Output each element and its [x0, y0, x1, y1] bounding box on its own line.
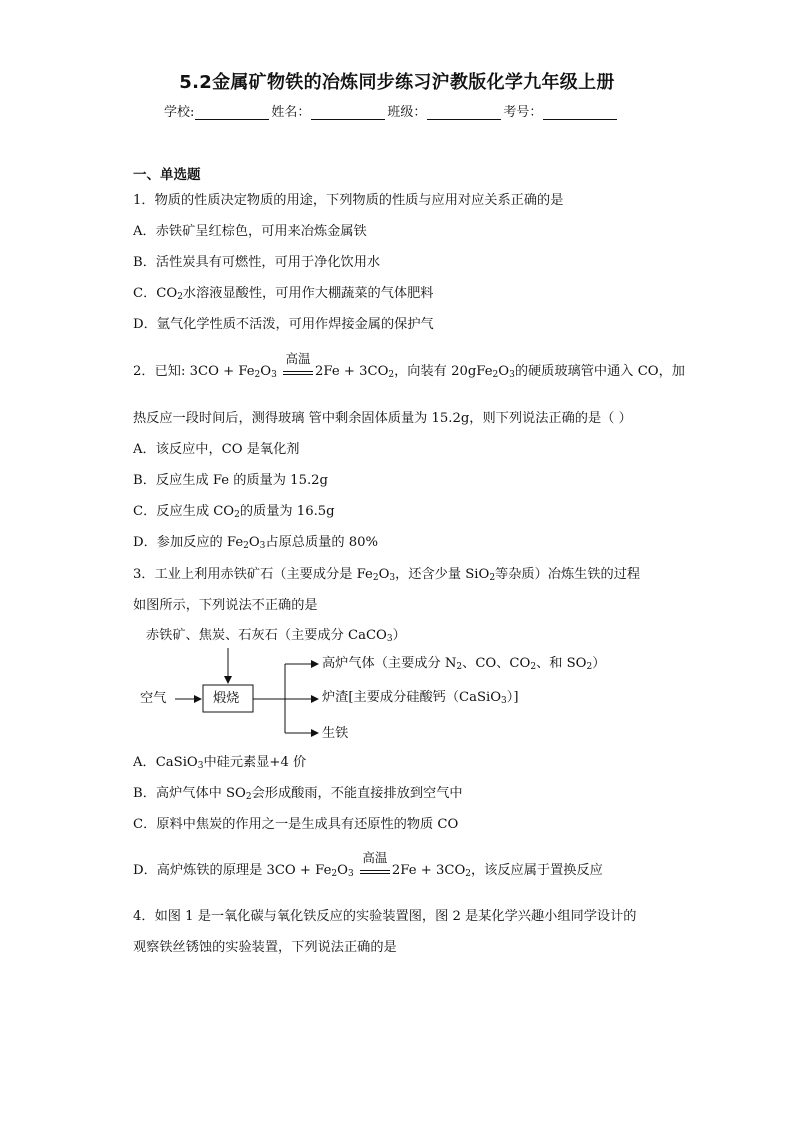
- page-title: 5.2金属矿物铁的冶炼同步练习沪教版化学九年级上册: [179, 72, 615, 93]
- class-label: 班级：: [387, 105, 427, 120]
- q1-option-d: D．氩气化学性质不活泼，可用作焊接金属的保护气: [133, 317, 434, 332]
- school-label: 学校:: [164, 105, 195, 120]
- name-label: 姓名：: [271, 105, 311, 120]
- q1-stem: 1．物质的性质决定物质的用途，下列物质的性质与应用对应关系正确的是: [133, 193, 564, 208]
- output-gas-label: 高炉气体（主要成分 $N_2$、CO、$CO_2$、和 $SO_2$）: [322, 656, 606, 672]
- raw-material-label: 赤铁矿、焦炭、石灰石（主要成分 CaCO$_3$）: [146, 628, 406, 644]
- q1-option-b: B．活性炭具有可燃性，可用于净化饮用水: [133, 255, 381, 270]
- q1-option-a: A．赤铁矿呈红棕色，可用来冶炼金属铁: [133, 224, 367, 239]
- q4-stem-line1: 4．如图 1 是一氧化碳与氧化铁反应的实验装置图，图 2 是某化学兴趣小组同学设计的: [133, 909, 637, 924]
- q1-option-c: C．$CO_2$水溶液显酸性，可用作大棚蔬菜的气体肥料: [133, 286, 434, 302]
- q3-option-c: C．原料中焦炭的作用之一是生成具有还原性的物质 CO: [133, 817, 459, 832]
- q3-option-b: B．高炉气体中 $SO_2$会形成酸雨，不能直接排放到空气中: [133, 786, 463, 802]
- q4-stem-line2: 观察铁丝锈蚀的实验装置，下列说法正确的是: [133, 940, 397, 955]
- reaction-condition: 高温: [282, 363, 314, 381]
- process-label: 煅烧: [213, 691, 240, 706]
- air-label: 空气: [140, 691, 167, 706]
- q3-option-a: A．CaSiO$_3$中硅元素显+4 价: [133, 755, 307, 771]
- output-slag-label: 炉渣[主要成分硅酸钙（CaSiO$_3$）]: [322, 690, 519, 706]
- reaction-condition: 高温: [359, 862, 391, 880]
- q2-option-a: A．该反应中，CO 是氧化剂: [133, 442, 300, 457]
- output-iron-label: 生铁: [322, 726, 349, 741]
- number-label: 考号：: [503, 105, 543, 120]
- q2-stem-line2: 热反应一段时间后，测得玻璃 管中剩余固体质量为 15.2g，则下列说法正确的是（ ）: [133, 411, 632, 426]
- q2-option-b: B．反应生成 Fe 的质量为 15.2g: [133, 473, 328, 488]
- q2-option-d: D．参加反应的 $Fe_2O_3$占原总质量的 80%: [133, 535, 379, 551]
- q2-stem-line1: 2．已知: $3CO + Fe_2O_3$ 高温 $2Fe + 3CO_2$，向装有 $20gFe_2O_3$的硬质玻璃管中通入 CO，加: [133, 351, 685, 380]
- q3-stem-line2: 如图所示，下列说法不正确的是: [133, 598, 318, 613]
- section-heading: 一、单选题: [133, 167, 201, 183]
- q3-stem-line1: 3．工业上利用赤铁矿石（主要成分是 $Fe_2O_3$，还含少量 SiO$_2$等杂质）冶炼生铁的过程: [133, 567, 641, 583]
- q2-option-c: C．反应生成 $CO_2$的质量为 16.5g: [133, 504, 335, 520]
- q3-option-d: D．高炉炼铁的原理是 $3CO + Fe_2O_3$ 高温 $2Fe + 3CO_2$，该反应属于置换反应: [133, 850, 603, 879]
